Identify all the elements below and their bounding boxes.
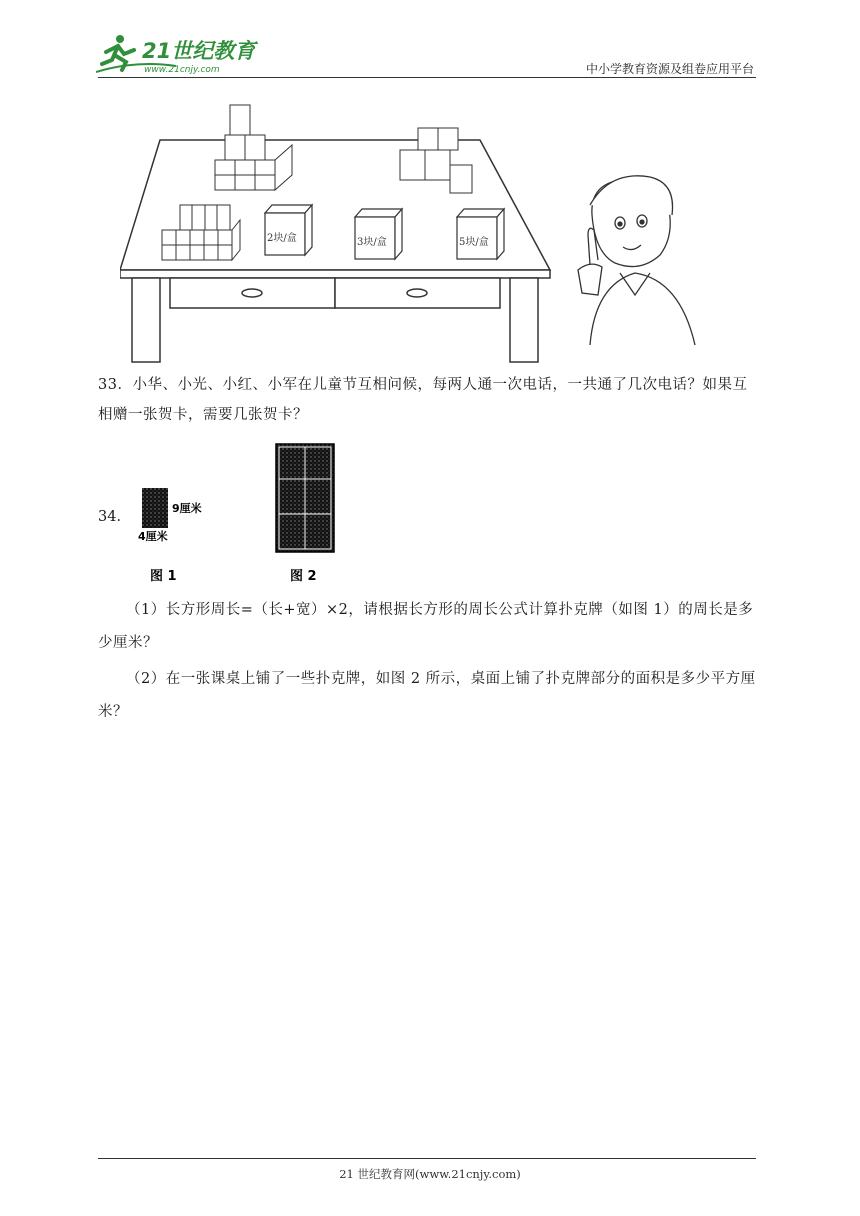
table-edge [120,270,550,278]
logo [96,30,266,76]
table-illustration [120,95,720,365]
page-footer: 21 世纪教育网(www.21cnjy.com) [339,1167,521,1181]
fig1-height-label: 9厘米 [172,502,202,515]
footer-divider [98,1158,756,1159]
box-label: 3块/盒 [357,237,387,248]
logo-text: 21世纪教育 [142,39,256,63]
poker-card-figures [130,440,360,590]
box-lid [265,205,312,213]
poker-card-fig1 [142,488,168,528]
platform-title: 中小学教育资源及组卷应用平台 [585,62,754,76]
fig1-caption: 图 1 [150,569,177,584]
fig1-width-label: 4厘米 [138,530,168,543]
page-header [96,30,758,78]
question-34-number: 34． [98,509,131,525]
box-label: 2块/盒 [267,233,297,244]
table-leg [510,278,538,362]
drawer-handle [242,289,262,297]
fig2-caption: 图 2 [290,569,317,584]
question-34-part-2: （2）在一张课桌上铺了一些扑克牌，如图 2 所示，桌面上铺了扑克牌部分的面积是多少平方厘米？ [98,671,756,720]
boy-figure [578,176,695,345]
question-34-part-1: （1）长方形周长=（长+宽）×2，请根据长方形的周长公式计算扑克牌（如图 1）的周长是多少厘米？ [98,602,754,651]
question-33: 33．小华、小光、小红、小军在儿童节互相问候，每两人通一次电话，一共通了几次电话？如果互相赠一张贺卡，需要几张贺卡？ [98,377,748,423]
box-label: 5块/盒 [459,237,489,248]
logo-url: www.21cnjy.com [144,65,220,75]
table-leg [132,278,160,362]
header-divider [98,77,756,78]
drawer-handle [407,289,427,297]
